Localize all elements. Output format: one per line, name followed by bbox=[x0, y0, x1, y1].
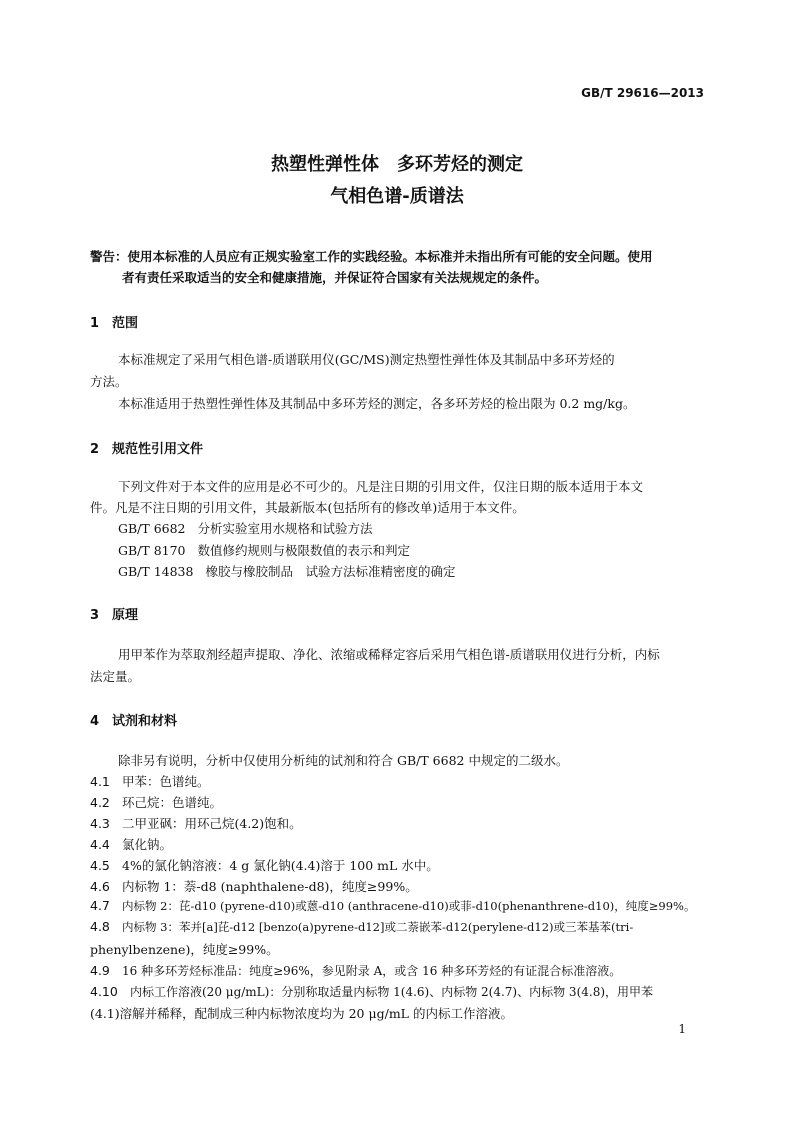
item-continuation: phenylbenzene)，纯度≥99%。 bbox=[90, 942, 279, 957]
standard-code: GB/T 29616—2013 bbox=[581, 86, 704, 100]
list-item bbox=[90, 983, 653, 1000]
reference-item bbox=[118, 562, 455, 580]
paragraph: 本标准规定了采用气相色谱-质谱联用仪(GC/MS)测定热塑性弹性体及其制品中多环芳烃的 bbox=[118, 352, 615, 367]
title-line-2: 气相色谱-质谱法 bbox=[330, 186, 464, 207]
paragraph: 方法。 bbox=[90, 374, 128, 389]
paragraph: 用甲苯作为萃取剂经超声提取、净化、浓缩或稀释定容后采用气相色谱-质谱联用仪进行分析，内标 bbox=[118, 647, 660, 662]
section-3-heading bbox=[90, 604, 138, 623]
list-item bbox=[90, 898, 695, 914]
section-number: 4 bbox=[90, 714, 100, 729]
paragraph: 件。凡是不注日期的引用文件，其最新版本(包括所有的修改单)适用于本文件。 bbox=[90, 500, 525, 515]
item-number: 4.6 bbox=[90, 879, 110, 894]
reference-code: GB/T 8170 bbox=[118, 543, 186, 558]
item-text: 甲苯：色谱纯。 bbox=[122, 774, 210, 789]
section-title: 范围 bbox=[112, 316, 139, 331]
item-text: 内标工作溶液(20 μg/mL)：分别称取适量内标物 1(4.6)、内标物 2(4.7)、内标物 3(4.8)，用甲苯 bbox=[130, 985, 654, 999]
item-text: 二甲亚砜：用环己烷(4.2)饱和。 bbox=[122, 816, 302, 831]
paragraph: 本标准适用于热塑性弹性体及其制品中多环芳烃的测定，各多环芳烃的检出限为 0.2 mg/kg。 bbox=[118, 396, 636, 411]
reference-title: 橡胶与橡胶制品 试验方法标准精密度的确定 bbox=[205, 564, 456, 579]
item-number: 4.9 bbox=[90, 963, 110, 978]
section-title: 规范性引用文件 bbox=[112, 442, 204, 457]
warning-line-2: 者有责任采取适当的安全和健康措施，并保证符合国家有关法规规定的条件。 bbox=[122, 270, 548, 285]
reference-title: 数值修约规则与极限数值的表示和判定 bbox=[197, 543, 411, 558]
item-number: 4.1 bbox=[90, 774, 110, 789]
list-item bbox=[90, 877, 418, 895]
list-item bbox=[90, 814, 302, 832]
item-number: 4.3 bbox=[90, 816, 110, 831]
section-number: 1 bbox=[90, 316, 100, 331]
title-line-1: 热塑性弹性体 多环芳烃的测定 bbox=[271, 154, 523, 175]
reference-title: 分析实验室用水规格和试验方法 bbox=[197, 521, 373, 536]
item-number: 4.7 bbox=[90, 898, 110, 913]
item-text: 16 种多环芳烃标准品：纯度≥96%，参见附录 A，或含 16 种多环芳烃的有证混合标准溶液。 bbox=[122, 964, 622, 978]
item-text: 内标物 2：芘-d10 (pyrene-d10)或蒽-d10 (anthracene-d10)或菲-d10(phenanthrene-d10)，纯度≥99%。 bbox=[122, 899, 696, 913]
list-item bbox=[90, 793, 222, 811]
item-number: 4.5 bbox=[90, 858, 110, 873]
paragraph: 下列文件对于本文件的应用是必不可少的。凡是注日期的引用文件，仅注日期的版本适用于本文 bbox=[118, 479, 644, 494]
item-number: 4.2 bbox=[90, 795, 110, 810]
section-2-heading bbox=[90, 438, 203, 457]
page-number: 1 bbox=[678, 1022, 686, 1036]
reference-item bbox=[118, 541, 410, 559]
paragraph: 法定量。 bbox=[90, 669, 141, 684]
section-number: 3 bbox=[90, 608, 100, 623]
item-text: 氯化钠。 bbox=[122, 837, 173, 852]
item-text: 环己烷：色谱纯。 bbox=[122, 795, 223, 810]
section-1-heading bbox=[90, 312, 138, 331]
list-item bbox=[90, 919, 633, 935]
item-text: 内标物 1：萘-d8 (naphthalene-d8)，纯度≥99%。 bbox=[122, 879, 418, 894]
section-title: 原理 bbox=[112, 608, 139, 623]
reference-item bbox=[118, 519, 373, 537]
section-title: 试剂和材料 bbox=[112, 714, 178, 729]
item-number: 4.8 bbox=[90, 919, 110, 934]
reference-code: GB/T 14838 bbox=[118, 564, 194, 579]
warning-line-1: 警告：使用本标准的人员应有正规实验室工作的实践经验。本标准并未指出所有可能的安全问题。使用 bbox=[90, 249, 653, 264]
reference-code: GB/T 6682 bbox=[118, 521, 186, 536]
section-4-heading bbox=[90, 710, 177, 729]
paragraph: 除非另有说明，分析中仅使用分析纯的试剂和符合 GB/T 6682 中规定的二级水。 bbox=[118, 753, 569, 768]
item-text: 4%的氯化钠溶液：4 g 氯化钠(4.4)溶于 100 mL 水中。 bbox=[122, 858, 439, 873]
list-item bbox=[90, 835, 172, 853]
list-item bbox=[90, 772, 210, 790]
item-text: 内标物 3：苯并[a]芘-d12 [benzo(a)pyrene-d12]或二萘嵌苯-d12(perylene-d12)或三苯基苯(tri- bbox=[122, 920, 634, 934]
list-item bbox=[90, 856, 439, 874]
section-number: 2 bbox=[90, 442, 100, 457]
item-number: 4.10 bbox=[90, 984, 118, 999]
item-number: 4.4 bbox=[90, 837, 110, 852]
item-continuation: (4.1)溶解并稀释，配制成三种内标物浓度均为 20 μg/mL 的内标工作溶液。 bbox=[90, 1006, 513, 1021]
list-item bbox=[90, 962, 621, 979]
